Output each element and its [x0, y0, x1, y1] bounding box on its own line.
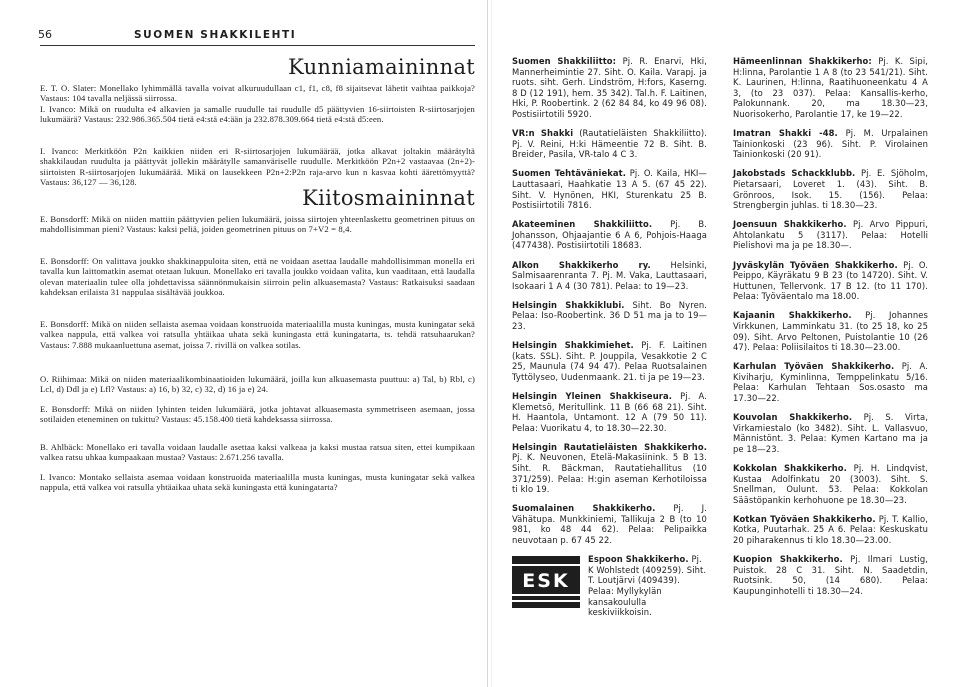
club-entry — [733, 56, 928, 120]
club-details: Pj. H. Lindqvist, Kustaa Adolfinkatu 20 (3003). Siht. S. Snellman, Oulunt. 53. Pelaa: Kokkolan Säästöpankin kerhohuone pe 18.30—23. — [733, 463, 928, 505]
club-entry — [733, 128, 928, 160]
kiitos-paragraph-5: E. Bonsdorff: Mikä on niiden lyhinten teiden lukumäärä, jotka johtavat alkuasemasta symmetriseen asemaan, jossa sotilaiden eteneminen on tukittu? Vastaus: 45.158.400 tietä kahdeksassa siirrossa. — [40, 404, 475, 425]
club-details: Pj. B. Johansson, Ohjaajantie 6 A 6, Pohjois-Haaga (477438). Postisiirtotili 18683. — [512, 219, 707, 251]
club-name: Suomalainen Shakkikerho. — [512, 503, 656, 514]
club-entry — [512, 128, 707, 160]
kiitos-paragraph-6: B. Ahlbäck: Monellako eri tavalla voidaan laudalle asettaa kaksi valkeaa ja kaksi mustaa ratsua siten, ettei kumpikaan valkea ratsu uhkaa kumpaakaan mustaa? Vastaus: 2.671.256 tavalla. — [40, 442, 475, 463]
club-details: Pj. A. Kiviharju, Kyminlinna, Temppelinkatu 5/16. Pelaa: Karhulan Tehtaan Sos.osasto ma 17.30—22. — [733, 361, 928, 404]
esk-logo-text: ESK — [522, 570, 570, 593]
club-details: Pj. K. Sipi, H:linna, Parolantie 1 A 8 (to 23 541/21). Siht. K. Laurinen, H:linna, Raatihuoneenkatu 4 A 3, (to 23 037). Pelaa: Kansallis-kerho, Palokunnank. 20, ma 18.30—23, Nuorisokerho, Parolantie 17, ke 19—22. — [733, 56, 929, 119]
club-name: Karhulan Työväen Shakkikerho. — [733, 361, 895, 372]
kunnia-paragraph-1: E. T. O. Slater: Monellako lyhimmällä tavalla voivat alkuruudullaan c1, f1, c8, f8 sijaitsevat lähetit vaihtaa paikkoja? Vastaus: 104 tavalla neljässä siirrossa. — [40, 83, 475, 104]
club-entry — [512, 260, 707, 292]
left-page — [40, 28, 475, 678]
club-details: Pj. O. Peippo, Käyräkatu 9 B 23 (to 14720). Siht. V. Huttunen, Tellervonk. 17 B 12. (to 11 170). Pelaa: Työväentalo ma 18.00. — [733, 259, 928, 302]
club-entry — [512, 56, 707, 120]
club-entry — [512, 300, 707, 332]
club-name: Alkon Shakkikerho ry. — [512, 259, 651, 270]
club-entry — [512, 391, 707, 433]
club-entry — [512, 442, 707, 495]
esk-logo — [512, 556, 580, 608]
club-details: Pj. M. Urpalainen Tainionkoski (23 96). Siht. P. Virolainen Tainionkoski (20 91). — [733, 128, 928, 160]
club-details: Pj. O. Kaila, HKI—Lauttasaari, Haahkatie 13 A 5. (67 45 22). Siht. V. Hynönen, HKI, Sturenkatu 25 B. Postisiirtotili 7816. — [512, 168, 707, 211]
club-name: Hämeenlinnan Shakkikerho: — [733, 56, 872, 66]
espoo-ad-details: Pj. K Wohlstedt (409259). Siht. T. Loutjärvi (409439). Pelaa: Myllykylän kansakoululla keskiviikkoisin. — [588, 554, 707, 618]
page-number: 56 — [38, 28, 52, 41]
club-name: Akateeminen Shakkiliitto. — [512, 219, 653, 230]
kunnia-title: Kunniamaininnat — [288, 55, 475, 79]
club-name: Jakobstads Schackklubb. — [733, 168, 856, 179]
club-entry — [512, 168, 707, 210]
club-name: Helsingin Rautatieläisten Shakkikerho. — [512, 441, 707, 452]
espoo-ad-text — [588, 554, 708, 618]
club-entry — [512, 219, 707, 251]
espoo-advertisement — [512, 554, 707, 618]
club-name: Suomen Tehtäväniekat. — [512, 168, 627, 179]
kiitos-paragraph-2: E. Bonsdorff: On valittava joukko shakkinappuloita siten, että ne voidaan asettaa laudalle mahdollisimman monella eri tavalla kun laittomatkin asemat otetaan lukuun. Monellako eri tavalla joukko voidaan valita, kun vaaditaan, että laudalla olevan materiaalin tulee olla johdettavissa säännönmukaisin siirroin pelin alkuasemasta? Vastaus: Ratkaisuksi saadaan kahdeksan erilaista 31 nappulaa sisältävää joukkoa. — [40, 256, 475, 298]
espoo-ad-title: Espoon Shakkikerho. — [588, 554, 689, 565]
kunnia-paragraph-2: I. Ivanco: Mikä on ruudulta e4 alkavien ja samalle ruudulle tai ruudulle d5 päättyvien 16-siirtoisten R-siirtosarjojen lukumäärä? Vastaus: 232.986.365.504 tietä e4:stä e4:ään ja 232.878.309.664 tietä e4:stä d5:een. — [40, 104, 475, 125]
club-name: VR:n Shakki — [512, 128, 574, 139]
club-entry — [733, 219, 928, 251]
club-details: Pj. F. Laitinen (kats. SSL). Siht. P. Jouppila, Vesakkotie 2 C 25, Maunula (74 94 47). Pelaa Ruotsalainen Tyttölyseo, Uudenmaank. 21. ti ja pe 19—23. — [512, 340, 708, 382]
club-details: Pj. J. Vähätupa. Munkkiniemi, Tallikuja 2 B (to 10 981, ko 48 44 62). Pelaa: Pelipaikka neuvotaan p. 67 45 22. — [512, 503, 708, 546]
club-details: Pj. A. Klemetsö, Meritullink. 11 B (66 68 21). Siht. H. Haantola, Untamont. 12 A (79 50 11). Pelaa: Vuorikatu 4, to 18.30—22.30. — [512, 390, 707, 433]
club-details: Pj. Ilmari Lustig, Puistok. 28 C 31. Siht. N. Saadetdin, Ruotsink. 50, (14 680). Pelaa: Kaupunginhotelli ti 18.30—24. — [733, 554, 929, 596]
club-entry — [733, 168, 928, 210]
club-details: Pj. S. Virta, Virkamiestalo (ko 3482). Siht. L. Vallasvuo, Männistönt. 3. Pelaa: Kymen Kartano ma ja pe 18—23. — [733, 412, 928, 454]
club-name: Kuopion Shakkikerho. — [733, 554, 843, 565]
kunnia-paragraph-3: I. Ivanco: Merkitköön P2n kaikkien niiden eri R-siirtosarjojen lukumäärää, jotka alkavat joltakin määrätyltä shakkilaudan ruudulta ja päättyvät jollekin määrätylle samanväriselle ruudulle. Merkitköön P2n+2 vastaavaa (2n+2)-siirtoisten R-siirtosarjojen lukumäärää. Mikä on lausekkeen P2n+2:P2n raja-arvo kun n kasvaa kohti äärettömyyttä? Vastaus: 36,127 — 36,128. — [40, 146, 475, 188]
club-details: Pj. K. Neuvonen, Etelä-Makasiinink. 5 B 13. Siht. R. Bäckman, Rautatiehallitus (10 371/259). Pelaa: H:gin aseman Kerhotiloissa ti klo 19. — [512, 452, 707, 495]
club-entry — [733, 412, 928, 454]
club-details: Siht. Bo Nyren. Pelaa: Iso-Roobertink. 36 D 51 ma ja to 19—23. — [512, 299, 707, 331]
club-entry — [733, 463, 928, 505]
kiitos-paragraph-4: O. Riihimaa: Mikä on niiden materiaalikombinaatioiden lukumäärä, joilla kun alkuasemasta puuttuu: a) Tal, b) Rbl, c) Lcl, d) Ddl ja e) Lfl? Vastaus: a) 16, b) 32, c) 32, d) 16 ja e) 24. — [40, 374, 475, 395]
club-details: Pj. E. Sjöholm, Pietarsaari, Loveret 1. (43). Siht. B. Grönroos, Isok. 15. (156). Pelaa: Strengbergin juhlas. ti 18.30—23. — [733, 168, 928, 211]
running-head: SUOMEN SHAKKILEHTI — [134, 29, 297, 41]
club-name: Suomen Shakkiliitto: — [512, 56, 617, 66]
club-details: Pj. T. Kallio, Kotka, Puutarhak. 25 A 6. Pelaa: Keskuskatu 20 piharakennus ti klo 18.30—23.00. — [733, 513, 928, 546]
club-details: Pj. R. Enarvi, Hki, Mannerheimintie 27. Siht. O. Kaila. Varapj. ja ruots. siht. Gerh. Lindström, H:fors, Kaserng. 8 D (12 191), hem. 35 342). Tal.h. F. Laitinen, Hki, P. Roobertink. 2 (62 84 84, ko 49 96 08). Postisiirtotili 5920. — [512, 56, 707, 119]
club-name: Imatran Shakki -48. — [733, 128, 838, 139]
club-list-column-1 — [512, 56, 708, 618]
kiitos-paragraph-3: E. Bonsdorff: Mikä on niiden sellaista asemaa voidaan konstruoida materiaalilla musta kuningas, musta kuningatar sekä valkea nappula, että valkea voi ratsulla yhtäikaa uhata sekä kuningasta että kuningatarta, ts. tehdä ratsuhaarukan? Vastaus: 7.888 mukaanluettuna asemat, joissa 7. rivillä on valkea sotilas. — [40, 319, 475, 350]
page-fold-shadow — [491, 0, 492, 687]
club-details: Helsinki, Salmisaarenranta 7. Pj. M. Vaka, Lauttasaari, Isokaari 1 A 4 (30 781). Pelaa: to 19—23. — [512, 259, 708, 291]
kiitos-paragraph-1: E. Bonsdorff: Mikä on niiden mattiin päättyvien pelien lukumäärä, joissa siirtojen yhteenlaskettu geometrinen pituus on mahdollisimman pieni? Vastaus: kaksi peliä, joiden geometrinen pituus on 7+V2 = 8,4. — [40, 214, 475, 235]
club-name: Joensuun Shakkikerho. — [733, 219, 847, 230]
club-name: Kokkolan Shakkikerho. — [733, 463, 847, 473]
club-name: Helsingin Shakkimiehet. — [512, 340, 634, 351]
page-fold — [487, 0, 488, 687]
club-name: Kajaanin Shakkikerho. — [733, 310, 852, 321]
club-name: Helsingin Yleinen Shakkiseura. — [512, 390, 673, 401]
club-entry — [733, 310, 928, 352]
club-entry — [733, 554, 928, 596]
header-rule — [40, 45, 475, 46]
club-entry — [512, 340, 707, 382]
kiitos-paragraph-7: I. Ivanco: Montako sellaista asemaa voidaan konstruoida materiaalilla musta kuningas, musta kuningatar sekä valkea nappula, että valkea voi ratsulla yhtäaikaa uhata sekä kuningasta että kuningatarta? — [40, 472, 475, 493]
club-entry — [733, 260, 928, 302]
club-name: Kotkan Työväen Shakkikerho. — [733, 513, 876, 524]
club-entry — [733, 361, 928, 403]
club-name: Jyväskylän Työväen Shakkikerho. — [733, 259, 898, 270]
club-details: Pj. Arvo Pippuri, Ahtolankatu 5 (3117). Pelaa: Hotelli Pielishovi ma ja pe 18.30—. — [733, 219, 928, 251]
club-name: Kouvolan Shakkikerho. — [733, 412, 853, 423]
club-entry — [733, 514, 928, 546]
kiitos-title: Kiitosmaininnat — [302, 186, 475, 210]
club-list-column-2 — [733, 56, 928, 605]
club-entry — [512, 503, 707, 545]
club-details: Pj. Johannes Virkkunen, Lamminkatu 31. (to 25 18, ko 25 09). Siht. Arvo Peltonen, Puistolantie 10 (26 47). Pelaa: Poliisilaitos ti 18.30—23.00. — [733, 310, 928, 353]
club-details: (Rautatieläisten Shakkiliitto). Pj. V. Reini, H:ki Hämeentie 72 B. Siht. B. Breider, Pasila, VR-talo 4 C 3. — [512, 128, 707, 160]
club-name: Helsingin Shakkiklubi. — [512, 299, 625, 310]
